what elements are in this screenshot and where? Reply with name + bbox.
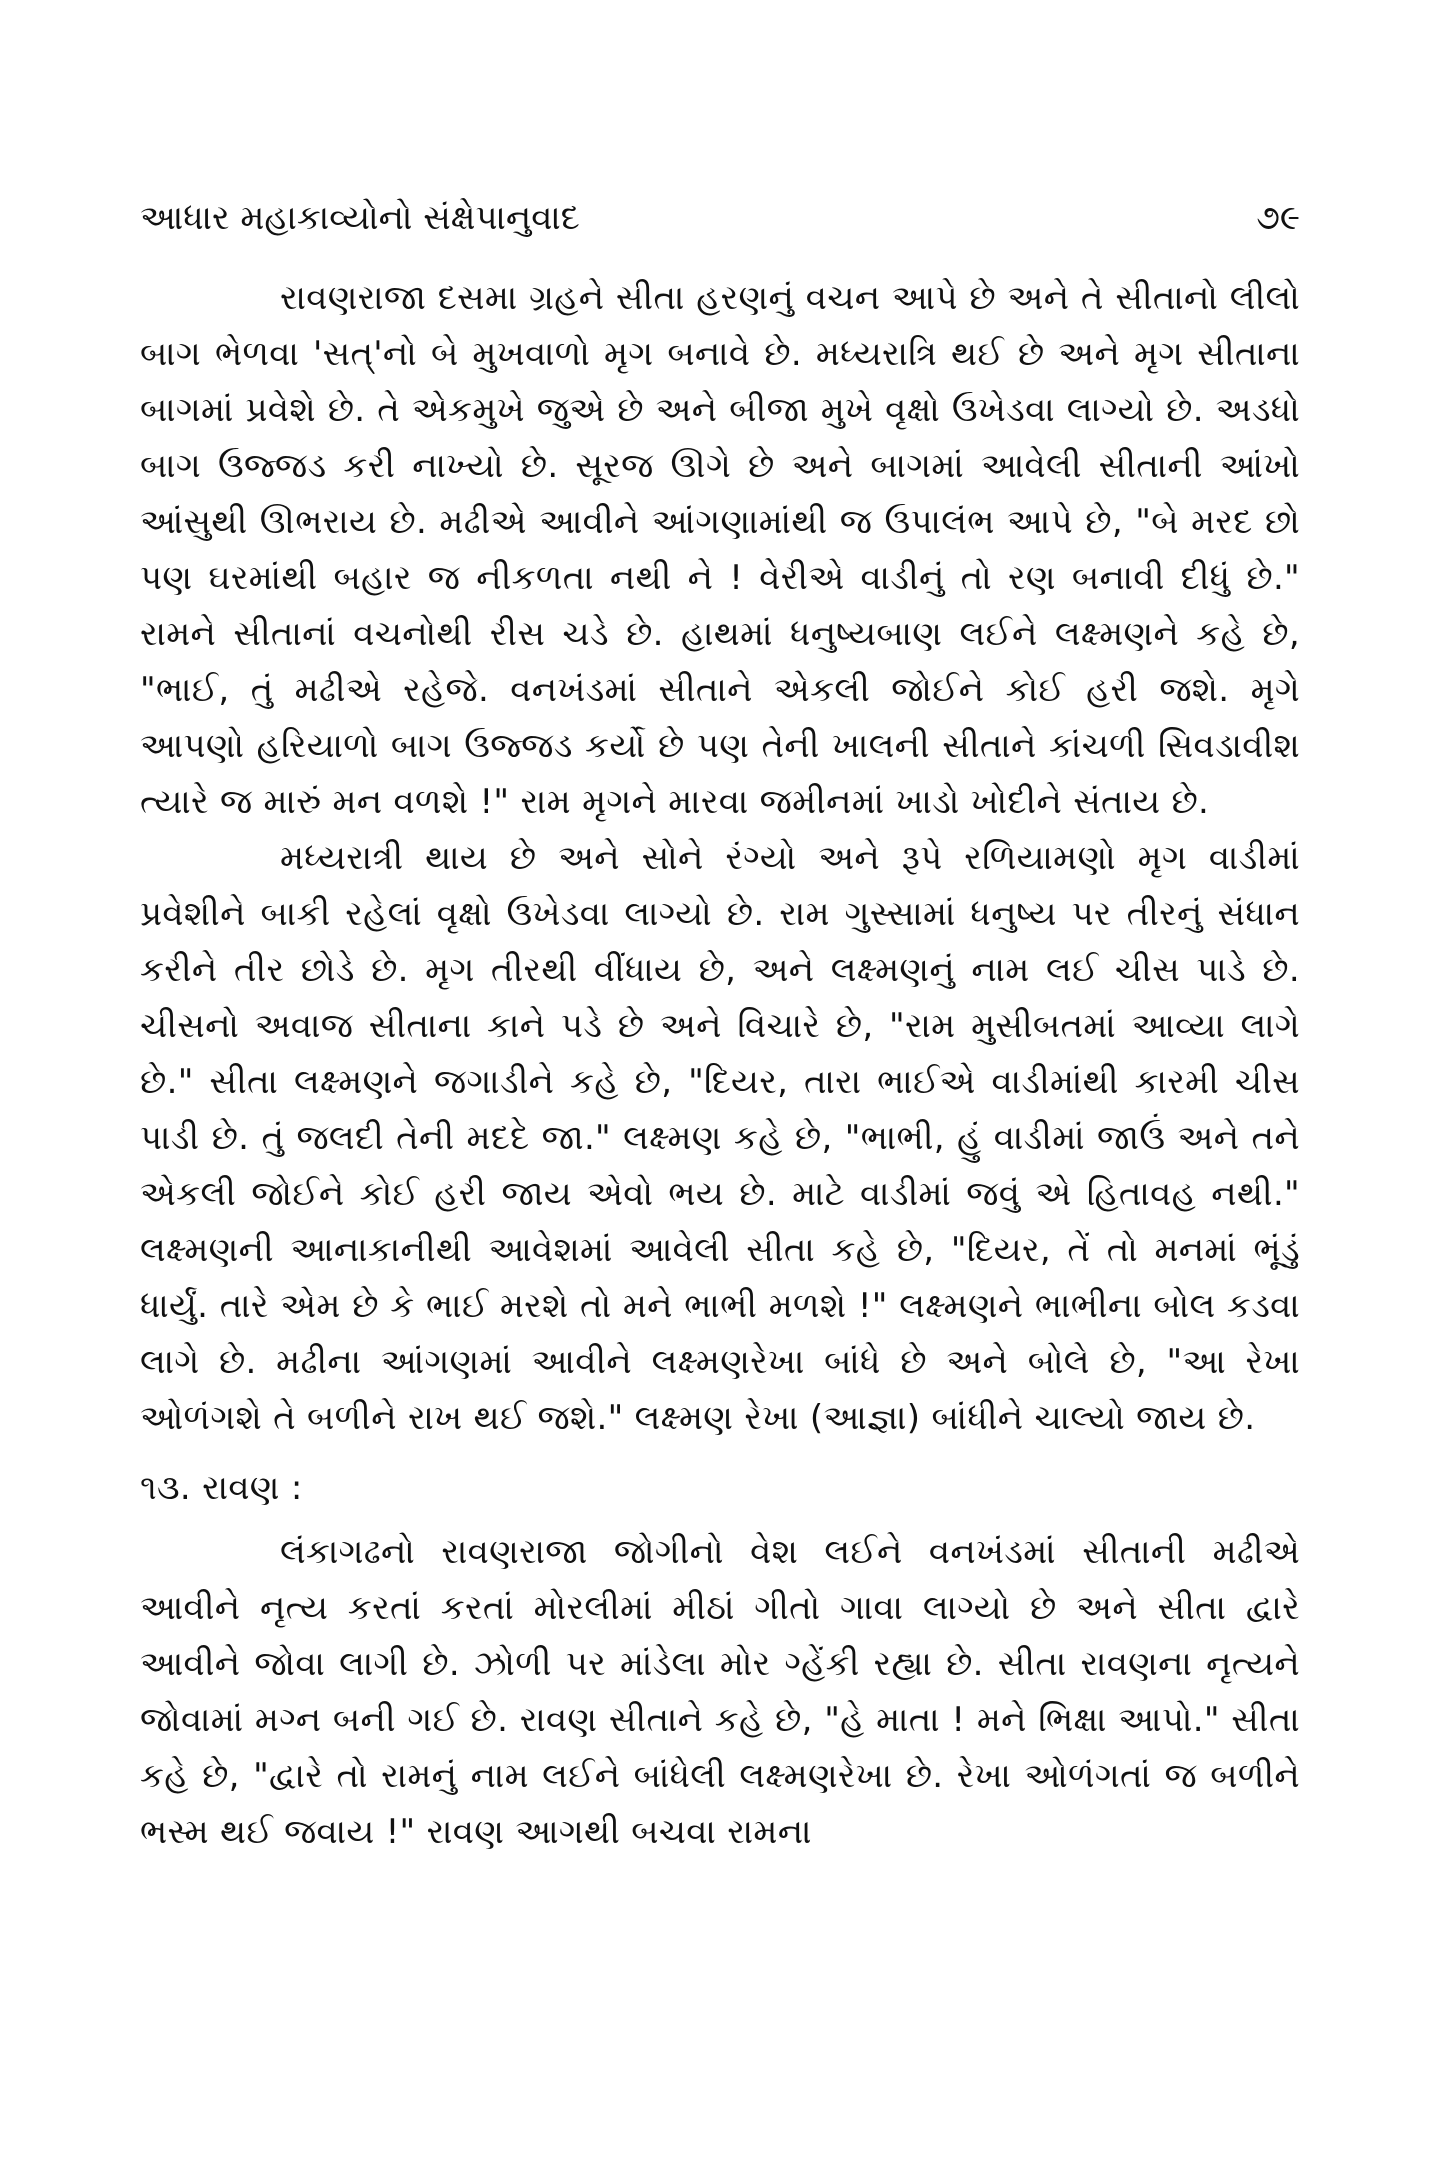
page-number: ૭૯ <box>1256 198 1300 238</box>
section-heading: ૧૩. રાવણ : <box>140 1468 303 1508</box>
running-header <box>140 188 1300 248</box>
paragraph: લંકાગઢનો રાવણરાજા જોગીનો વેશ લઈને વનખંડમાં સીતાની મઢીએ આવીને નૃત્ય કરતાં કરતાં મોરલીમાં મીઠાં ગીતો ગાવા લાગ્યો છે અને સીતા દ્વારે આવીને જોવા લાગી છે. ઝોળી પર માંડેલા મોર ગ્હેંકી રહ્યા છે. સીતા રાવણના નૃત્યને જોવામાં મગ્ન બની ગઈ છે. રાવણ સીતાને કહે છે, "હે માતા ! મને ભિક્ષા આપો." સીતા કહે છે, "દ્વારે તો રામનું નામ લઈને બાંધેલી લક્ષ્મણરેખા છે. રેખા ઓળંગતાં જ બળીને ભસ્મ થઈ જવાય !" રાવણ આગથી બચવા રામના <box>140 1532 1300 1852</box>
running-title: આધાર મહાકાવ્યોનો સંક્ષેપાનુવાદ <box>140 198 580 238</box>
paragraph: મધ્યરાત્રી થાય છે અને સોને રંગ્યો અને રૂપે રળિયામણો મૃગ વાડીમાં પ્રવેશીને બાકી રહેલાં વૃક્ષો ઉખેડવા લાગ્યો છે. રામ ગુસ્સામાં ધનુષ્ય પર તીરનું સંધાન કરીને તીર છોડે છે. મૃગ તીરથી વીંધાય છે, અને લક્ષ્મણનું નામ લઈ ચીસ પાડે છે. ચીસનો અવાજ સીતાના કાને પડે છે અને વિચારે છે, "રામ મુસીબતમાં આવ્યા લાગે છે." સીતા લક્ષ્મણને જગાડીને કહે છે, "દિયર, તારા ભાઈએ વાડીમાંથી કારમી ચીસ પાડી છે. તું જલદી તેની મદદે જા." લક્ષ્મણ કહે છે, "ભાભી, હું વાડીમાં જાઉં અને તને એકલી જોઈને કોઈ હરી જાય એવો ભય છે. માટે વાડીમાં જવું એ હિતાવહ નથી." લક્ષ્મણની આનાકાનીથી આવેશમાં આવેલી સીતા કહે છે, "દિયર, તેં તો મનમાં ભૂંડું ધાર્યું. તારે એમ છે કે ભાઈ મરશે તો મને ભાભી મળશે !" લક્ષ્મણને ભાભીના બોલ કડવા લાગે છે. મઢીના આંગણમાં આવીને લક્ષ્મણરેખા બાંધે છે અને બોલે છે, "આ રેખા ઓળંગશે તે બળીને રાખ થઈ જશે." લક્ષ્મણ રેખા (આજ્ઞા) બાંધીને ચાલ્યો જાય છે. <box>140 838 1300 1438</box>
paragraph: રાવણરાજા દસમા ગ્રહને સીતા હરણનું વચન આપે છે અને તે સીતાનો લીલો બાગ ભેળવા 'સત્'નો બે મુખવાળો મૃગ બનાવે છે. મધ્યરાત્રિ થઈ છે અને મૃગ સીતાના બાગમાં પ્રવેશે છે. તે એકમુખે જુએ છે અને બીજા મુખે વૃક્ષો ઉખેડવા લાગ્યો છે. અડધો બાગ ઉજ્જડ કરી નાખ્યો છે. સૂરજ ઊગે છે અને બાગમાં આવેલી સીતાની આંખો આંસુથી ઊભરાય છે. મઢીએ આવીને આંગણામાંથી જ ઉપાલંભ આપે છે, "બે મરદ છો પણ ઘરમાંથી બહાર જ નીકળતા નથી ને ! વેરીએ વાડીનું તો રણ બનાવી દીધું છે." રામને સીતાનાં વચનોથી રીસ ચડે છે. હાથમાં ધનુષ્યબાણ લઈને લક્ષ્મણને કહે છે, "ભાઈ, તું મઢીએ રહેજે. વનખંડમાં સીતાને એકલી જોઈને કોઈ હરી જશે. મૃગે આપણો હરિયાળો બાગ ઉજ્જડ કર્યો છે પણ તેની ખાલની સીતાને કાંચળી સિવડાવીશ ત્યારે જ મારું મન વળશે !" રામ મૃગને મારવા જમીનમાં ખાડો ખોદીને સંતાય છે. <box>140 278 1300 822</box>
body-text <box>140 270 1300 1860</box>
